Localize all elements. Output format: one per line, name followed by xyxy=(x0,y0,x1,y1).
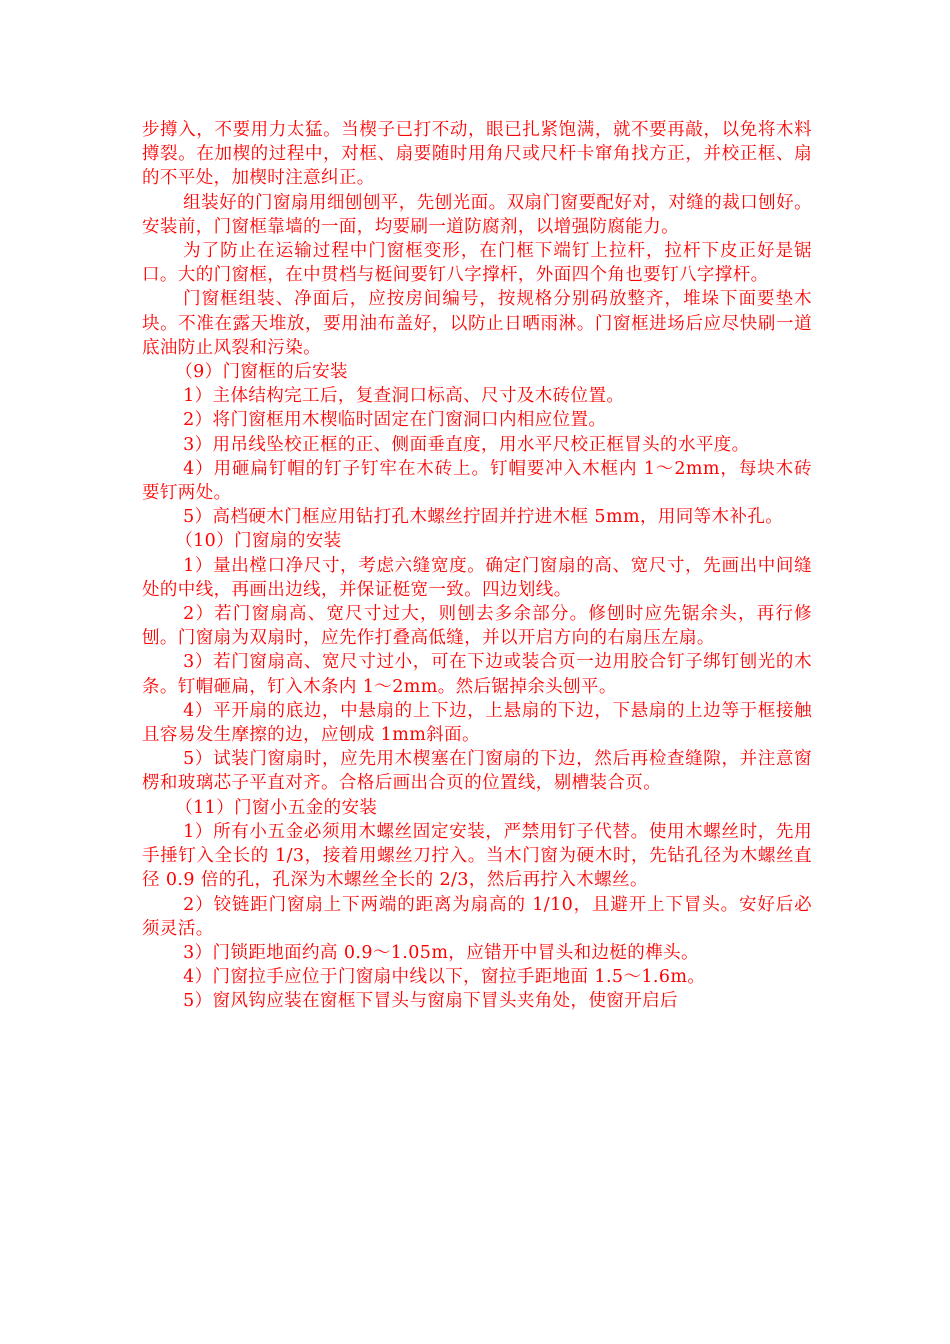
list-item: 1）主体结构完工后，复查洞口标高、尺寸及木砖位置。 xyxy=(183,386,625,407)
paragraph: 步撙入，不要用力太猛。当楔子已打不动，眼已扎紧饱满，就不要再敲，以免将木料撙裂。在加楔的过程中，对框、扇要随时用角尺或尺杆卡窜角找方正，并校正框、扇的不平处，加楔时注意纠正。 xyxy=(142,120,812,189)
list-item: 3）用吊线坠校正框的正、侧面垂直度，用水平尺校正框冒头的水平度。 xyxy=(183,434,750,455)
section-heading: （10）门窗扇的安装 xyxy=(175,531,342,552)
list-item: 1）量出樘口净尺寸，考虑六缝宽度。确定门窗扇的高、宽尺寸，先画出中间缝处的中线，再画出边线，并保证梃宽一致。四边划线。 xyxy=(142,555,812,600)
list-item: 3）若门窗扇高、宽尺寸过小，可在下边或装合页一边用胶合钉子绑钉刨光的木条。钉帽砸扁，钉入木条内 1～2mm。然后锯掉余头刨平。 xyxy=(142,652,812,697)
section-heading: （9）门窗框的后安装 xyxy=(175,362,348,383)
list-item: 2）铰链距门窗扇上下两端的距离为扇高的 1/10，且避开上下冒头。安好后必须灵活。 xyxy=(142,894,812,939)
document-page xyxy=(142,118,812,1014)
list-item: 4）门窗拉手应位于门窗扇中线以下，窗拉手距地面 1.5～1.6m。 xyxy=(183,967,706,988)
list-item: 2）若门窗扇高、宽尺寸过大，则刨去多余部分。修刨时应先锯余头，再行修刨。门窗扇为双扇时，应先作打叠高低缝，并以开启方向的右扇压左扇。 xyxy=(142,604,812,649)
section-heading: （11）门窗小五金的安装 xyxy=(175,797,378,818)
list-item: 2）将门窗框用木楔临时固定在门窗洞口内相应位置。 xyxy=(183,410,607,431)
list-item: 5）高档硬木门框应用钻打孔木螺丝拧固并拧进木框 5mm，用同等木补孔。 xyxy=(183,507,784,528)
list-item: 1）所有小五金必须用木螺丝固定安装，严禁用钉子代替。使用木螺丝时，先用手捶钉入全长的 1/3，接着用螺丝刀拧入。当木门窗为硬木时，先钻孔径为木螺丝直径 0.9 倍的孔，孔深为木螺丝全长的 2/3，然后再拧入木螺丝。 xyxy=(142,821,812,891)
list-item: 5）窗风钩应装在窗框下冒头与窗扇下冒头夹角处，使窗开启后 xyxy=(183,991,678,1012)
paragraph: 为了防止在运输过程中门窗框变形，在门框下端钉上拉杆，拉杆下皮正好是锯口。大的门窗框，在中贯档与梃间要钉八字撑杆，外面四个角也要钉八字撑杆。 xyxy=(142,241,812,286)
paragraph: 组装好的门窗扇用细刨刨平，先刨光面。双扇门窗要配好对，对缝的裁口刨好。安装前，门窗框靠墙的一面，均要刷一道防腐剂，以增强防腐能力。 xyxy=(142,192,812,237)
paragraph: 门窗框组装、净面后，应按房间编号，按规格分别码放整齐，堆垛下面要垫木块。不准在露天堆放，要用油布盖好，以防止日晒雨淋。门窗框进场后应尽快刷一道底油防止风裂和污染。 xyxy=(142,289,812,358)
list-item: 3）门锁距地面约高 0.9～1.05m，应错开中冒头和边梃的榫头。 xyxy=(183,942,699,963)
list-item: 4）用砸扁钉帽的钉子钉牢在木砖上。钉帽要冲入木框内 1～2mm，每块木砖要钉两处。 xyxy=(142,458,812,504)
list-item: 4）平开扇的底边，中悬扇的上下边，上悬扇的下边，下悬扇的上边等于框接触且容易发生摩擦的边，应刨成 1mm斜面。 xyxy=(142,700,812,746)
list-item: 5）试装门窗扇时，应先用木楔塞在门窗扇的下边，然后再检查缝隙，并注意窗楞和玻璃芯子平直对齐。合格后画出合页的位置线，剔槽装合页。 xyxy=(142,749,812,794)
